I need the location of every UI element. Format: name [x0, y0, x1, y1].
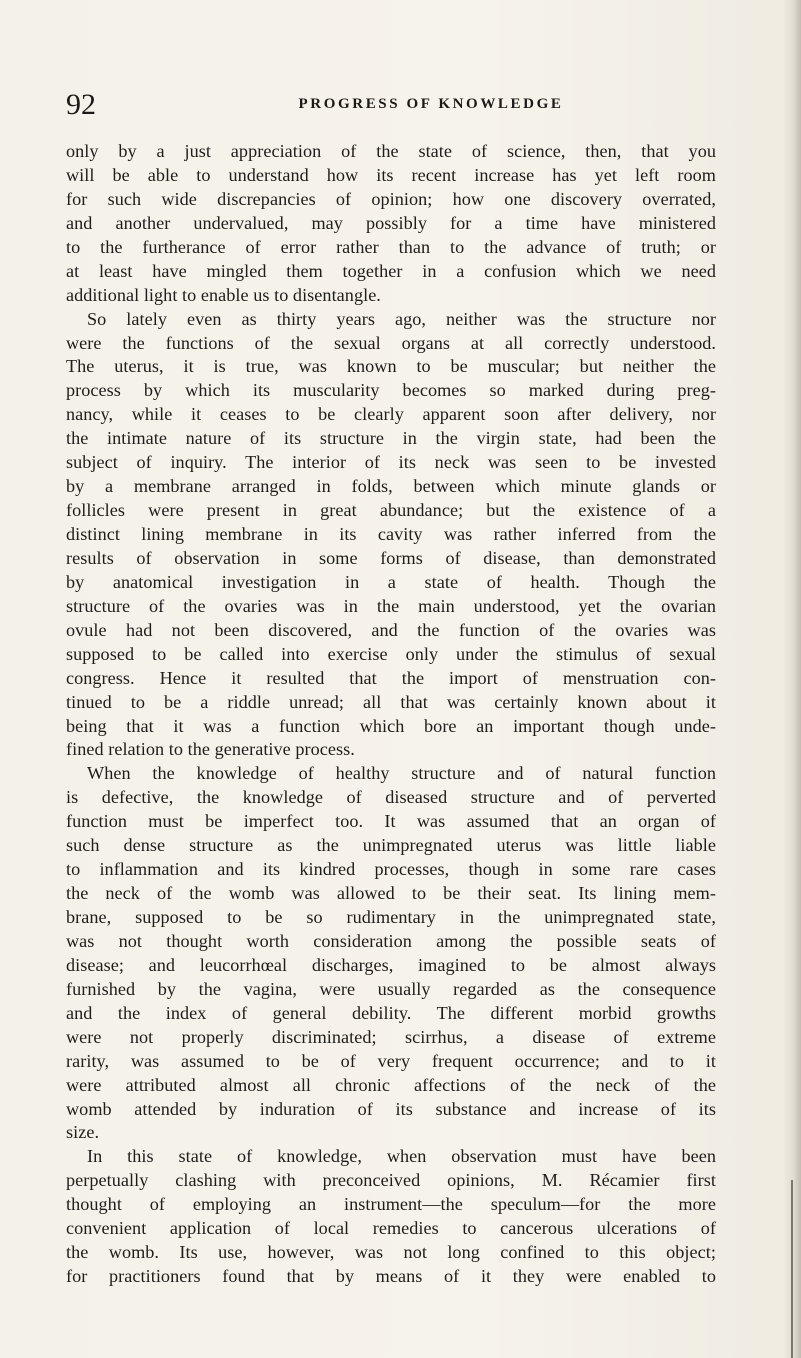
paragraph: [66, 762, 716, 1145]
running-head: PROGRESS OF KNOWLEDGE: [298, 96, 564, 112]
text-line: to the furtherance of error rather than to the advance of truth; or: [66, 236, 716, 257]
text-line: thought of employing an instrument—the speculum—for the more: [66, 1194, 716, 1215]
text-line: In this state of knowledge, when observation must have been: [87, 1146, 716, 1167]
text-line: subject of inquiry. The interior of its neck was seen to be invested: [66, 452, 716, 473]
text-line: such dense structure as the unimpregnated uterus was little liable: [66, 835, 716, 856]
page-edge-shadow: [783, 0, 801, 1358]
paragraph: [66, 140, 716, 308]
text-line: and the index of general debility. The different morbid growths: [66, 1002, 716, 1023]
body-text: [66, 140, 716, 1289]
text-line: were attributed almost all chronic affections of the neck of the: [66, 1074, 716, 1095]
text-line: the womb. Its use, however, was not long confined to this object;: [66, 1242, 716, 1263]
text-line: brane, supposed to be so rudimentary in the unimpregnated state,: [66, 907, 716, 927]
text-line: process by which its muscularity becomes so marked during preg-: [66, 380, 716, 401]
text-line: perpetually clashing with preconceived opinions, M. Récamier first: [66, 1170, 716, 1191]
text-line: results of observation in some forms of disease, than demonstrated: [66, 547, 716, 568]
text-line: structure of the ovaries was in the main understood, yet the ovarian: [66, 595, 716, 616]
text-line: The uterus, it is true, was known to be muscular; but neither the: [66, 356, 716, 377]
text-line: for practitioners found that by means of it they were enabled to: [66, 1266, 716, 1287]
text-line: rarity, was assumed to be of very frequent occurrence; and to it: [66, 1050, 716, 1071]
text-line: the neck of the womb was allowed to be their seat. Its lining mem-: [66, 883, 716, 904]
text-line: only by a just appreciation of the state of science, then, that you: [66, 141, 716, 161]
text-line: at least have mingled them together in a confusion which we need: [66, 260, 716, 281]
text-line: follicles were present in great abundance; but the existence of a: [66, 500, 716, 521]
text-line: distinct lining membrane in its cavity was rather inferred from the: [66, 524, 716, 544]
text-line: being that it was a function which bore an important though unde-: [66, 715, 716, 736]
text-line: were not properly discriminated; scirrhus, a disease of extreme: [66, 1026, 716, 1047]
text-line: additional light to enable us to disentangle.: [66, 284, 381, 305]
text-line: womb attended by induration of its substance and increase of its: [66, 1098, 716, 1119]
text-line: was not thought worth consideration among the possible seats of: [66, 930, 716, 951]
text-line: nancy, while it ceases to be clearly apparent soon after delivery, nor: [66, 404, 716, 425]
text-line: supposed to be called into exercise only under the stimulus of sexual: [66, 643, 716, 664]
text-line: congress. Hence it resulted that the import of menstruation con-: [66, 667, 716, 688]
text-line: When the knowledge of healthy structure and of natural function: [87, 763, 716, 784]
text-line: disease; and leucorrhœal discharges, imagined to be almost always: [66, 954, 716, 975]
text-line: tinued to be a riddle unread; all that was certainly known about it: [66, 691, 716, 712]
text-line: and another undervalued, may possibly for a time have ministered: [66, 212, 716, 233]
text-line: furnished by the vagina, were usually regarded as the consequence: [66, 978, 716, 999]
text-line: by anatomical investigation in a state of health. Though the: [66, 571, 716, 592]
text-line: fined relation to the generative process.: [66, 739, 355, 760]
text-line: were the functions of the sexual organs at all correctly understood.: [66, 332, 716, 353]
text-line: to inflammation and its kindred processes, though in some rare cases: [66, 859, 716, 880]
text-line: for such wide discrepancies of opinion; how one discovery overrated,: [66, 188, 716, 209]
text-line: size.: [66, 1122, 100, 1143]
text-line: convenient application of local remedies to cancerous ulcerations of: [66, 1218, 716, 1239]
text-line: function must be imperfect too. It was assumed that an organ of: [66, 811, 716, 832]
text-line: ovule had not been discovered, and the function of the ovaries was: [66, 619, 716, 640]
text-line: is defective, the knowledge of diseased structure and of perverted: [66, 787, 716, 808]
paragraph: [66, 308, 716, 763]
page-number: 92: [66, 88, 96, 121]
text-line: So lately even as thirty years ago, neither was the structure nor: [87, 308, 716, 329]
text-line: by a membrane arranged in folds, between which minute glands or: [66, 476, 716, 497]
paragraph: [66, 1145, 716, 1289]
page-header: [66, 88, 716, 124]
page-edge-line: [791, 1180, 793, 1358]
text-line: will be able to understand how its recent increase has yet left room: [66, 164, 716, 185]
text-line: the intimate nature of its structure in the virgin state, had been the: [66, 428, 716, 449]
